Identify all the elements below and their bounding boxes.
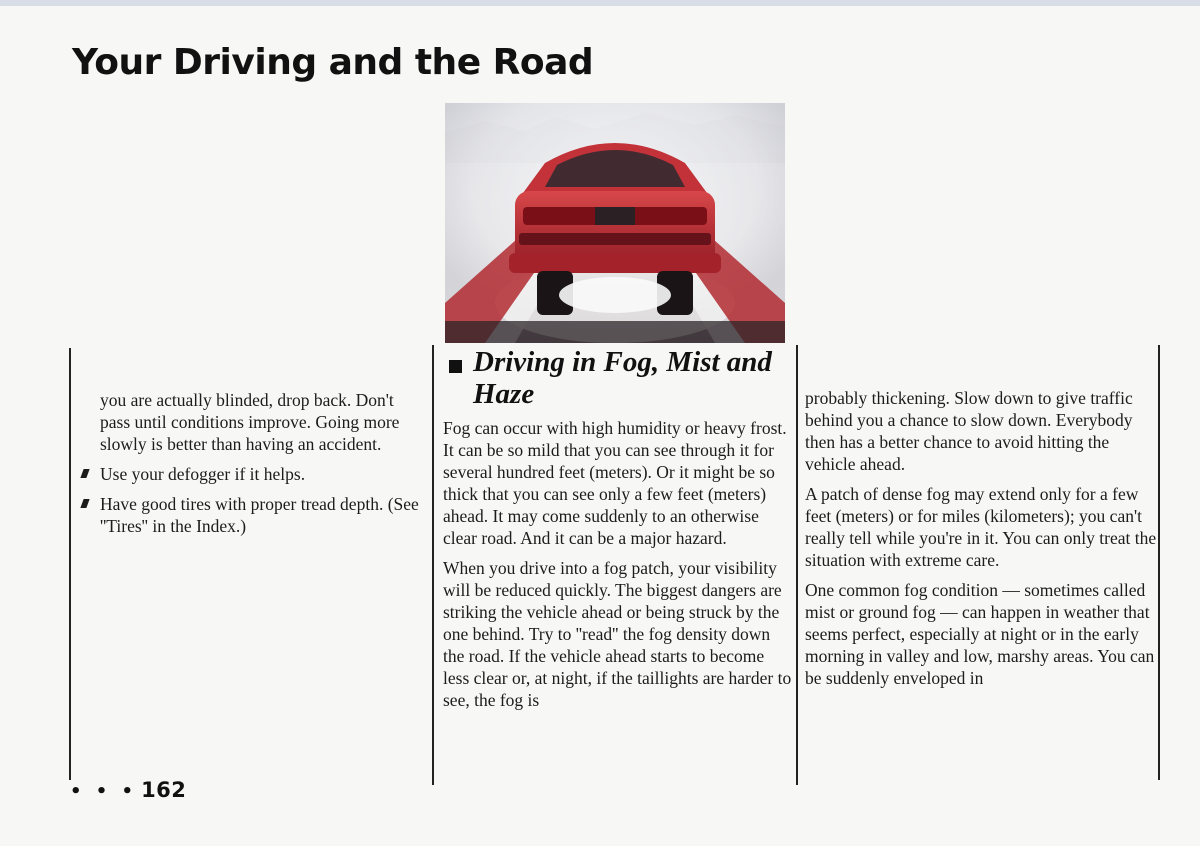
bullet-icon (80, 469, 89, 478)
right-column (805, 387, 1157, 697)
right-paragraph-1: probably thickening. Slow down to give traffic behind you a chance to slow down. Everybody then has a better chance to avoid hitting the vehicle ahead. (805, 388, 1133, 474)
column-rule-center-left (432, 345, 434, 785)
left-column-paragraph: you are actually blinded, drop back. Don't pass until conditions improve. Going more slowly is better than having an accident. (100, 390, 400, 454)
bullet-text: Use your defogger if it helps. (100, 464, 306, 484)
column-rule-left (69, 348, 71, 780)
center-column (443, 417, 793, 719)
square-bullet-icon (449, 360, 462, 373)
center-paragraph-2: When you drive into a fog patch, your visibility will be reduced quickly. The biggest dangers are striking the vehicle ahead or being struck by the one behind. Try to ''read'' the fog density down the road. If the vehicle ahead starts to become less clear or, at night, if the taillights are harder to see, the fog is (443, 558, 792, 710)
bullet-icon (80, 499, 89, 508)
left-column (100, 389, 420, 545)
bullet-text: Have good tires with proper tread depth. (See ''Tires'' in the Index.) (100, 494, 419, 536)
top-border (0, 0, 1200, 6)
right-paragraph-2: A patch of dense fog may extend only for a few feet (meters) or for miles (kilometers); you can't really tell while you're in it. You can only treat the situation with extreme care. (805, 484, 1157, 570)
page-number (70, 778, 186, 802)
page-number-dots: • • • (70, 781, 138, 802)
right-paragraph-3: One common fog condition — sometimes called mist or ground fog — can happen in weather that seems perfect, especially at night or in the early morning in valley and low, marshy areas. You can be suddenly enveloped in (805, 580, 1155, 688)
car-in-fog-illustration (445, 103, 785, 343)
page-number-value: 162 (141, 778, 187, 802)
column-rule-center-right (796, 345, 798, 785)
column-rule-right (1158, 345, 1160, 780)
page-title: Your Driving and the Road (72, 42, 594, 83)
section-heading-text: Driving in Fog, Mist and Haze (473, 346, 772, 410)
bullet-item (100, 493, 420, 537)
center-paragraph-1: Fog can occur with high humidity or heavy frost. It can be so mild that you can see through it for several hundred feet (meters). Or it might be so thick that you can see only a few feet (meters) ahead. It may come suddenly to an otherwise clear road. And it can be a major hazard. (443, 418, 787, 548)
section-heading (449, 346, 789, 410)
bullet-item (100, 463, 420, 485)
